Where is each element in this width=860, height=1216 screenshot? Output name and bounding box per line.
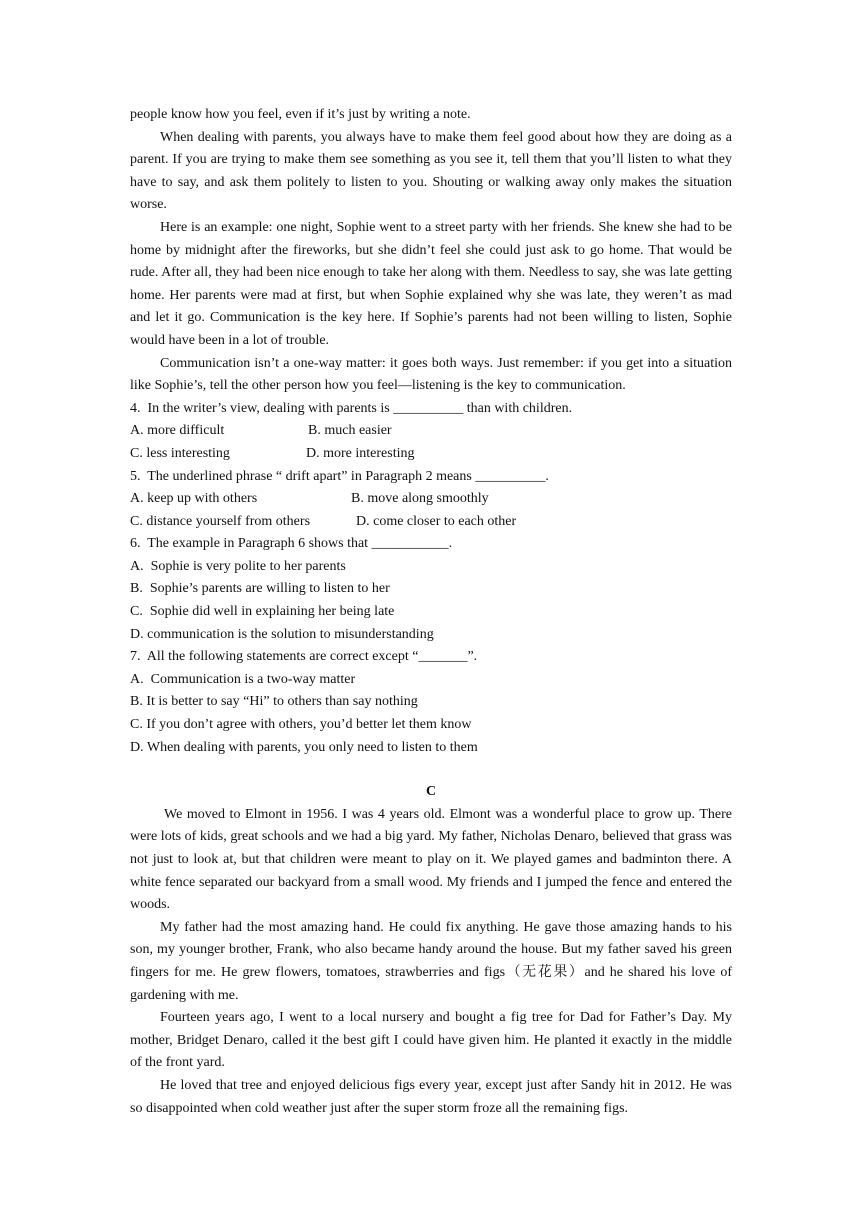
question-7-option-b: B. It is better to say “Hi” to others than say nothing: [130, 694, 418, 710]
question-7-option-c: C. If you don’t agree with others, you’d better let them know: [130, 717, 472, 733]
question-6-option-b: B. Sophie’s parents are willing to listen to her: [130, 581, 390, 597]
paragraph-intro: people know how you feel, even if it’s just by writing a note.: [130, 107, 471, 122]
question-6-stem: 6. The example in Paragraph 6 shows that ___________.: [130, 536, 453, 552]
question-5-options-row-1: [130, 488, 732, 511]
question-5-option-c: C. distance yourself from others: [130, 513, 311, 529]
question-6-option-a: A. Sophie is very polite to her parents: [130, 558, 346, 574]
question-4-option-a: A. more difficult: [130, 423, 225, 439]
question-7-option-d: D. When dealing with parents, you only need to listen to them: [130, 739, 478, 755]
question-5-stem-text: 5. The underlined phrase “ drift apart” in Paragraph 2 means __________.: [130, 468, 549, 484]
question-4-option-d: D. more interesting: [306, 445, 415, 461]
question-5-options-row-2: [130, 511, 732, 534]
question-6-option-d: D. communication is the solution to misunderstanding: [130, 626, 434, 642]
question-7-option-a: A. Communication is a two-way matter: [130, 671, 356, 687]
paragraph-conclusion: Communication isn’t a one-way matter: it goes both ways. Just remember: if you get into a situation like Sophie’s, tell the other person how you feel—listening is the key to communication.: [130, 355, 732, 394]
passage-c-heading: C: [425, 784, 437, 800]
question-4-options-row-2: [130, 443, 732, 466]
passage-c-paragraph-1: We moved to Elmont in 1956. I was 4 years old. Elmont was a wonderful place to grow up. There were lots of kids, great schools and we had a big yard. My father, Nicholas Denaro, believed that grass was not just to look at, but that children were meant to play on it. We played games and badminton there. A white fence separated our backyard from a small wood. My friends and I jumped the fence and entered the woods.: [130, 806, 732, 913]
passage-c-paragraph-2: My father had the most amazing hand. He could fix anything. He gave those amazing hands to his son, my younger brother, Frank, who also became handy around the house. But my father saved his green fingers for me. He grew flowers, tomatoes, strawberries and figs（无花果）and he shared his love of gardening with me.: [130, 919, 732, 1003]
paragraph-parents: When dealing with parents, you always have to make them feel good about how they are doing as a parent. If you are trying to make them see something as you see it, tell them that you’ll listen to what they have to say, and ask them politely to listen to you. Shouting or walking away only makes the situation worse.: [130, 129, 732, 213]
question-7-stem: 7. All the following statements are correct except “_______”.: [130, 649, 478, 665]
question-4-option-c: C. less interesting: [130, 445, 230, 461]
paragraph-example: Here is an example: one night, Sophie went to a street party with her friends. She knew she had to be home by midnight after the fireworks, but she didn’t feel she could just ask to go home. That would be rude. After all, they had been nice enough to take her along with them. Needless to say, she was late getting home. Her parents were mad at first, but when Sophie explained why she was late, they weren’t as mad and let it go. Communication is the key here. If Sophie’s parents had not been willing to listen, Sophie would have been in a lot of trouble.: [130, 219, 732, 348]
question-5-option-d: D. come closer to each other: [356, 513, 517, 529]
passage-c-paragraph-4: He loved that tree and enjoyed delicious figs every year, except just after Sandy hit in 2012. He was so disappointed when cold weather just after the super storm froze all the remaining figs.: [130, 1077, 732, 1116]
question-5-stem: [130, 466, 732, 489]
document-page: [130, 104, 732, 1120]
question-5-option-a: A. keep up with others: [130, 491, 258, 507]
question-4-options-row-1: [130, 420, 732, 443]
passage-c-paragraph-3: Fourteen years ago, I went to a local nursery and bought a fig tree for Dad for Father’s Day. My mother, Bridget Denaro, called it the best gift I could have given him. He planted it exactly in the middle of the front yard.: [130, 1010, 732, 1071]
question-4-stem: 4. In the writer’s view, dealing with parents is __________ than with children.: [130, 400, 573, 416]
question-4-option-b: B. much easier: [308, 423, 392, 439]
question-5-option-b: B. move along smoothly: [351, 491, 489, 507]
question-6-option-c: C. Sophie did well in explaining her being late: [130, 604, 395, 620]
